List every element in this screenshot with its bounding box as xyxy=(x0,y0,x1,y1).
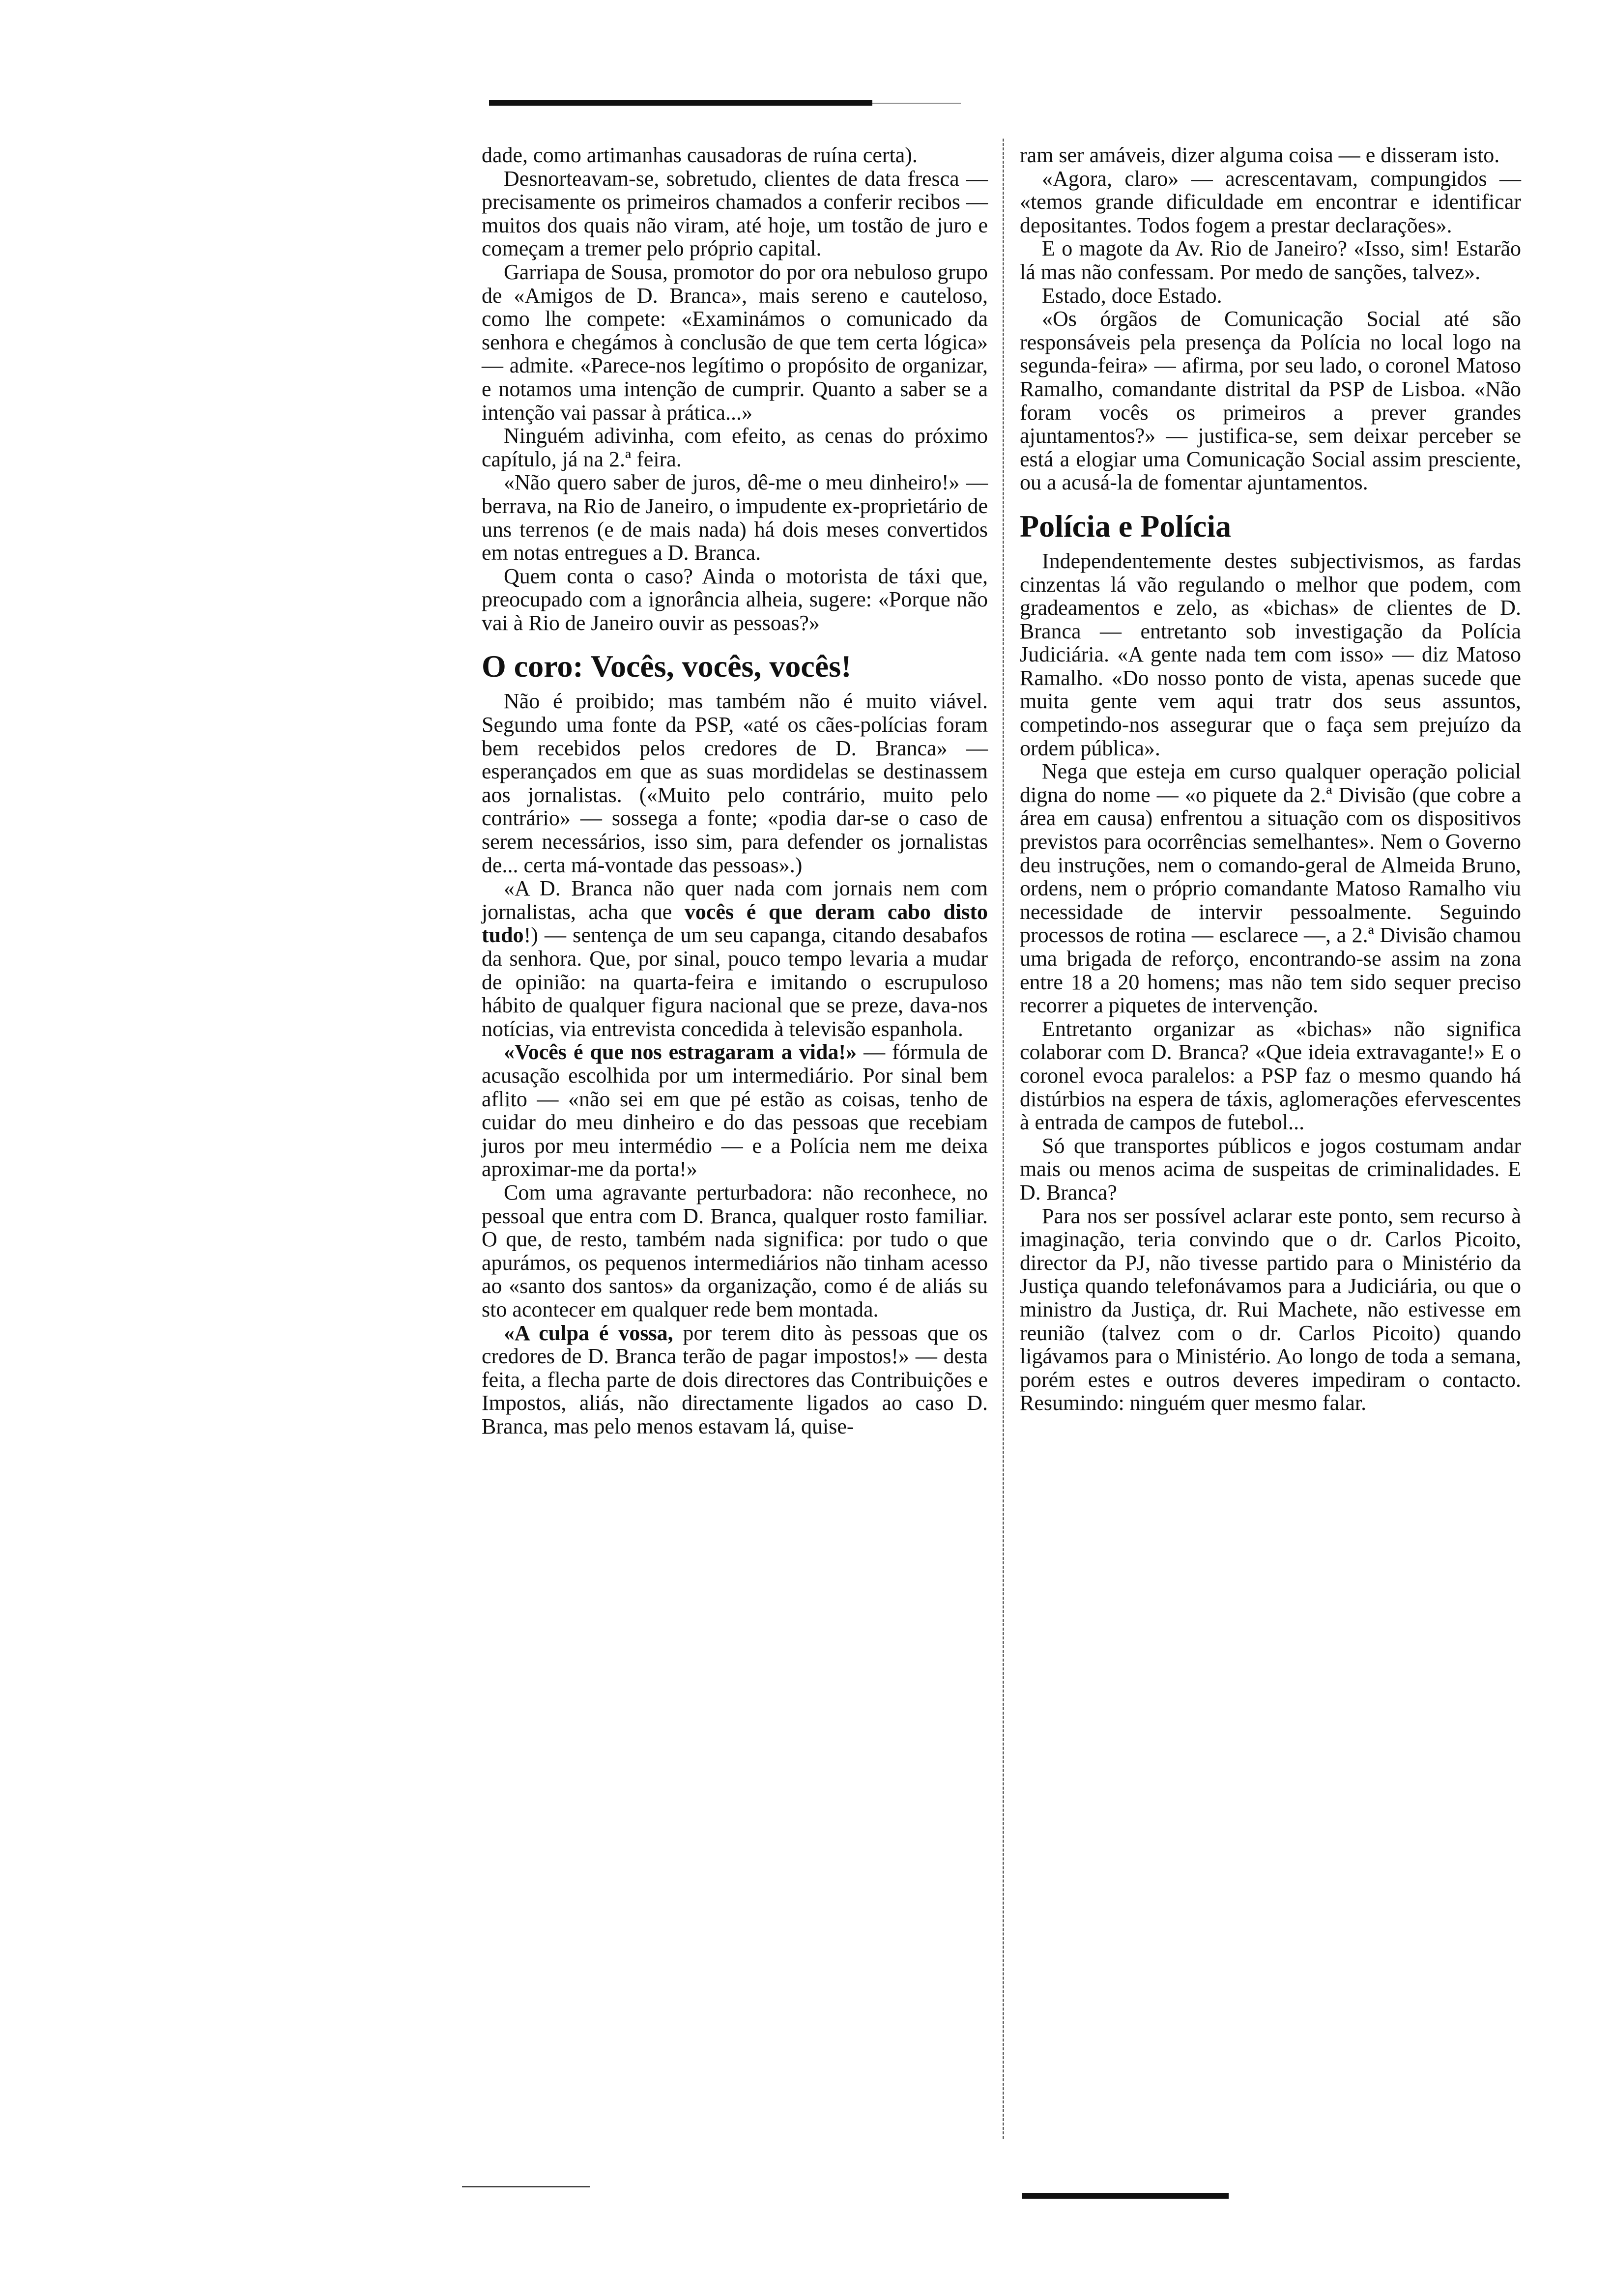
bold-quote: «Vocês é que nos estragaram a vida!» xyxy=(504,1040,857,1064)
paragraph: «Não quero saber de juros, dê-me o meu dinheiro!» — berrava, na Rio de Janeiro, o impudente ex-proprietário de uns terrenos (e de mais nada) há dois meses convertidos em notas entregues a D. Branca. xyxy=(482,470,988,565)
paragraph: Ninguém adivinha, com efeito, as cenas do próximo capítulo, já na 2.ª feira. xyxy=(482,424,988,471)
paragraph: Quem conta o caso? Ainda o motorista de táxi que, preocupado com a ignorância alheia, sugere: «Porque não vai à Rio de Janeiro ouvir as pessoas?» xyxy=(482,564,988,635)
paragraph: Independentemente destes subjectivismos, as fardas cinzentas lá vão regulando o melhor que podem, com gradeamentos e zelo, as «bichas» de clientes de D. Branca — entretanto sob investigação da Polícia Judiciária. «A gente nada tem com isso» — diz Matoso Ramalho. «Do nosso ponto de vista, apenas sucede que muita gente vem aqui tratr dos seus assuntos, competindo-nos assegurar que o faça sem prejuízo da ordem pública». xyxy=(1020,548,1521,760)
left-column xyxy=(482,144,988,1438)
paragraph: Para nos ser possível aclarar este ponto, sem recurso à imaginação, teria convindo que o dr. Carlos Picoito, director da PJ, não tivesse partido para o Ministério da Justiça quando telefonávamos para a Judiciária, ou que o ministro da Justiça, dr. Rui Machete, não estivesse em reunião (talvez com o dr. Carlos Picoito) quando ligávamos para o Ministério. Ao longo de toda a semana, porém estes e outros deveres impediram o contacto. Resumindo: ninguém quer mesmo falar. xyxy=(1020,1204,1521,1415)
paragraph: ram ser amáveis, dizer alguma coisa — e disseram isto. xyxy=(1020,143,1500,167)
paragraph: Não é proibido; mas também não é muito viável. Segundo uma fonte da PSP, «até os cães-polícias foram bem recebidos pelos credores de D. Branca» — esperançados em que as suas mordidelas se destinassem aos jornalistas. («Muito pelo contrário, muito pelo contrário» — sossega a fonte; «podia dar-se o caso de serem necessários, isso sim, para defender os jornalistas de... certa má-vontade das pessoas».) xyxy=(482,689,988,877)
paragraph xyxy=(482,1040,988,1181)
text-run: por terem dito às pessoas que os credores de D. Branca terão de pagar impostos!» — desta feita, a flecha parte de dois directores das Contribuições e Impostos, aliás, não directamente ligados ao caso D. Branca, mas pelo menos estavam lá, quise- xyxy=(482,1320,988,1438)
right-column xyxy=(1020,144,1521,1415)
bold-quote: «A culpa é vossa, xyxy=(504,1320,673,1345)
section-heading: Polícia e Polícia xyxy=(1020,508,1232,544)
section-heading: O coro: Vocês, vocês, vocês! xyxy=(482,649,852,684)
paragraph: Com uma agravante perturbadora: não reconhece, no pessoal que entra com D. Branca, qualquer rosto familiar. O que, de resto, também nada significa: por tudo o que apurámos, os pequenos intermediários não tinham acesso ao «santo dos santos» da organização, como é de aliás su sto acontecer em qualquer rede bem montada. xyxy=(482,1180,988,1321)
paragraph: Entretanto organizar as «bichas» não significa colaborar com D. Branca? «Que ideia extravagante!» E o coronel evoca paralelos: a PSP faz o mesmo quando há distúrbios na espera de táxis, aglomerações efervescentes à entrada de campos de futebol... xyxy=(1020,1016,1521,1135)
paragraph: «Agora, claro» — acrescentavam, compungidos — «temos grande dificuldade em encontrar e identificar depositantes. Todos fogem a prestar declarações». xyxy=(1020,166,1521,237)
text-run: !) — sentença de um seu capanga, citando desabafos da senhora. Que, por sinal, pouco tempo levaria a mudar de opinião: na quarta-feira e imitando o escrupuloso hábito de qualquer figura nacional que se preze, dava-nos notícias, via entrevista concedida à televisão espanhola. xyxy=(482,923,988,1041)
text-run: — fórmula de acusação escolhida por um intermediário. Por sinal bem aflito — «não sei em que pé estão as coisas, tenho de cuidar do meu dinheiro e do das pessoas que recebiam juros por meu intermédio — e a Polícia nem me deixa aproximar-me da porta!» xyxy=(482,1040,988,1181)
paragraph: E o magote da Av. Rio de Janeiro? «Isso, sim! Estarão lá mas não confessam. Por medo de sanções, talvez». xyxy=(1020,236,1521,284)
column-divider xyxy=(1003,139,1004,2139)
paragraph xyxy=(482,1321,988,1438)
top-rule xyxy=(489,100,872,106)
paragraph xyxy=(482,877,988,1040)
paragraph: Estado, doce Estado. xyxy=(1042,283,1222,308)
paragraph: «Os órgãos de Comunicação Social até são responsáveis pela presença da Polícia no local logo na segunda-feira» — afirma, por seu lado, o coronel Matoso Ramalho, comandante distrital da PSP de Lisboa. «Não foram vocês os primeiros a prever grandes ajuntamentos?» — justifica-se, sem deixar perceber se está a elogiar uma Comunicação Social assim presciente, ou a acusá-la de fomentar ajuntamentos. xyxy=(1020,307,1521,495)
paragraph: dade, como artimanhas causadoras de ruína certa). xyxy=(482,143,918,167)
bold-quote: vocês é que deram cabo disto tudo xyxy=(482,899,988,947)
paragraph: Só que transportes públicos e jogos costumam andar mais ou menos acima de suspeitas de criminalidades. E D. Branca? xyxy=(1020,1133,1521,1205)
paragraph: Desnorteavam-se, sobretudo, clientes de data fresca — precisamente os primeiros chamados a conferir recibos — muitos dos quais não viram, até hoje, um tostão de juro e começam a tremer pelo próprio capital. xyxy=(482,166,988,261)
paragraph: Nega que esteja em curso qualquer operação policial digna do nome — «o piquete da 2.ª Divisão (que cobre a área em causa) enfrentou a situação com os dispositivos previstos para ocorrências semelhantes». Nem o Governo deu instruções, nem o comando-geral de Almeida Bruno, ordens, nem o próprio comandante Matoso Ramalho viu necessidade de intervir pessoalmente. Seguindo processos de rotina — esclarece —, a 2.ª Divisão chamou uma brigada de reforço, encontrando-se assim na zona entre 18 a 20 homens; mas não tem sido sequer preciso recorrer a piquetes de intervenção. xyxy=(1020,759,1521,1018)
text-run: «A D. Branca não quer nada com jornais nem com jornalistas, acha que xyxy=(482,876,988,924)
top-rule-thin xyxy=(872,103,961,104)
bottom-rule-right xyxy=(1022,2193,1229,2199)
bottom-rule-left xyxy=(462,2186,590,2187)
paragraph: Garriapa de Sousa, promotor do por ora nebuloso grupo de «Amigos de D. Branca», mais sereno e cauteloso, como lhe compete: «Examinámos o comunicado da senhora e chegámos à conclusão de que tem certa lógica» — admite. «Parece-nos legítimo o propósito de organizar, e notamos uma intenção de cumprir. Quanto a saber se a intenção vai passar à prática...» xyxy=(482,259,988,425)
